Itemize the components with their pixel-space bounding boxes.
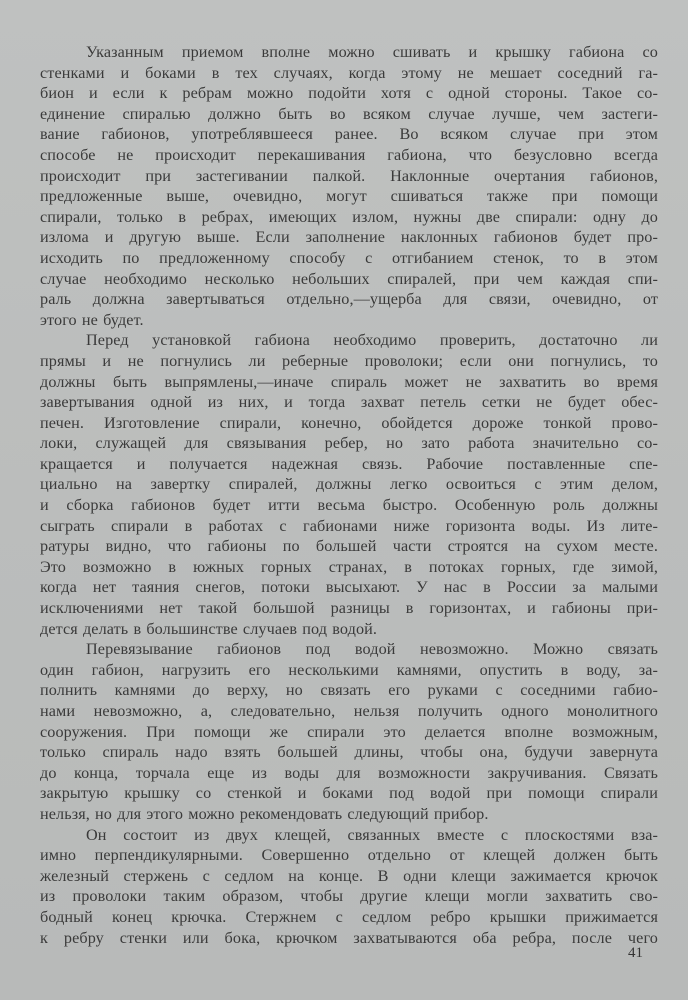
text-line: происходит при застегивании палкой. Наклонные очертания габионов, — [40, 166, 658, 185]
text-line: Это возможно в южных горных странах, в потоках горных, где зимой, — [40, 557, 658, 576]
text-line: Перевязывание габионов под водой невозможно. Можно связать — [86, 640, 658, 659]
text-line: ратуры видно, что габионы по большей части строятся на сухом месте. — [40, 537, 658, 556]
paragraph — [40, 825, 658, 949]
text-line: вание габионов, употреблявшееся ранее. Во всяком случае при этом — [40, 125, 658, 144]
text-line: нами невозможно, а, следовательно, нельзя получить одного монолитного — [40, 702, 658, 720]
text-line: имно перпендикулярными. Совершенно отдельно от клещей должен быть — [40, 846, 658, 865]
text-line: полнить камнями до верху, но связать его руками с соседними габио- — [40, 681, 658, 700]
text-line: случае необходимо несколько небольших спиралей, при чем каждая спи- — [40, 269, 658, 288]
paragraph — [40, 330, 658, 639]
text-line: этого не будет. — [40, 310, 144, 329]
text-line: Он состоит из двух клещей, связанных вместе с плоскостями вза- — [86, 825, 658, 844]
page-text-body — [40, 42, 658, 948]
text-line: только спираль надо взять большей длины, чтобы она, будучи завернута — [40, 743, 658, 762]
text-line: печен. Изготовление спирали, конечно, обойдется дороже тонкой прово- — [40, 413, 658, 432]
text-line: бодный конец крючка. Стержнем с седлом ребро крышки прижимается — [40, 907, 658, 926]
text-line: нельзя, но для этого можно рекомендовать следующий прибор. — [40, 804, 489, 823]
text-line: из проволоки таким образом, чтобы другие клещи могли захватить сво- — [40, 887, 658, 906]
text-line: единение спиралью должно быть во всяком случае лучше, чем застеги- — [40, 104, 658, 123]
text-line: завертывания одной из них, и тогда захват петель сетки не будет обес- — [40, 393, 658, 412]
text-line: исходить по предложенному способу с отгибанием стенок, то в этом — [40, 248, 658, 267]
text-line: и сборка габионов будет итти весьма быстро. Особенную роль должны — [40, 496, 658, 515]
text-line: дется делать в большинстве случаев под водой. — [40, 619, 378, 638]
text-line: предложенные выше, очевидно, могут сшиваться также при помощи — [40, 187, 658, 206]
paragraph — [40, 639, 658, 824]
text-line: раль должна завертываться отдельно,—ущерба для связи, очевидно, от — [40, 290, 658, 309]
text-line: циально на завертку спиралей, должны легко освоиться с этим делом, — [40, 475, 658, 494]
text-line: Перед установкой габиона необходимо проверить, достаточно ли — [86, 331, 658, 350]
text-line: исключениями нет такой большой разницы в горизонтах, и габионы при- — [40, 599, 658, 618]
text-line: один габион, нагрузить его несколькими камнями, опустить в воду, за- — [40, 660, 658, 679]
text-line: Указанным приемом вполне можно сшивать и крышку габиона со — [86, 43, 658, 61]
text-line: прямы и не погнулись ли реберные проволоки; если они погнулись, то — [40, 351, 658, 370]
text-line: должны быть выпрямлены,—иначе спираль может не захватить во время — [40, 372, 658, 391]
text-line: локи, служащей для связывания ребер, но зато работа значительно со- — [40, 434, 658, 453]
page-number: 41 — [628, 945, 643, 961]
text-line: сооружения. При помощи же спирали это делается вполне возможным, — [40, 722, 658, 741]
text-line: стенками и боками в тех случаях, когда этому не мешает соседний га- — [40, 63, 658, 82]
text-line: излома и другую выше. Если заполнение наклонных габионов будет про- — [40, 228, 658, 247]
text-line: к ребру стенки или бока, крючком захватываются оба ребра, после чего — [40, 928, 658, 947]
text-line: сыграть спирали в работах с габионами ниже горизонта воды. Из лите- — [40, 516, 658, 535]
text-line: спирали, только в ребрах, имеющих излом, нужны две спирали: одну до — [40, 207, 658, 226]
text-line: способе не происходит перекашивания габиона, что безусловно всегда — [40, 145, 658, 164]
text-line: до конца, торчала еще из воды для возможности закручивания. Связать — [40, 763, 658, 782]
text-line: кращается и получается надежная связь. Рабочие поставленные спе- — [40, 454, 658, 473]
text-line: железный стержень с седлом на конце. В одни клещи зажимается крючок — [40, 866, 658, 885]
text-line: когда нет таяния снегов, потоки высыхают. У нас в России за малыми — [40, 578, 658, 597]
paragraph — [40, 42, 658, 330]
text-line: закрытую крышку со стенкой и боками под водой при помощи спирали — [40, 784, 658, 803]
text-line: бион и если к ребрам можно подойти хотя с одной стороны. Такое со- — [40, 84, 658, 103]
